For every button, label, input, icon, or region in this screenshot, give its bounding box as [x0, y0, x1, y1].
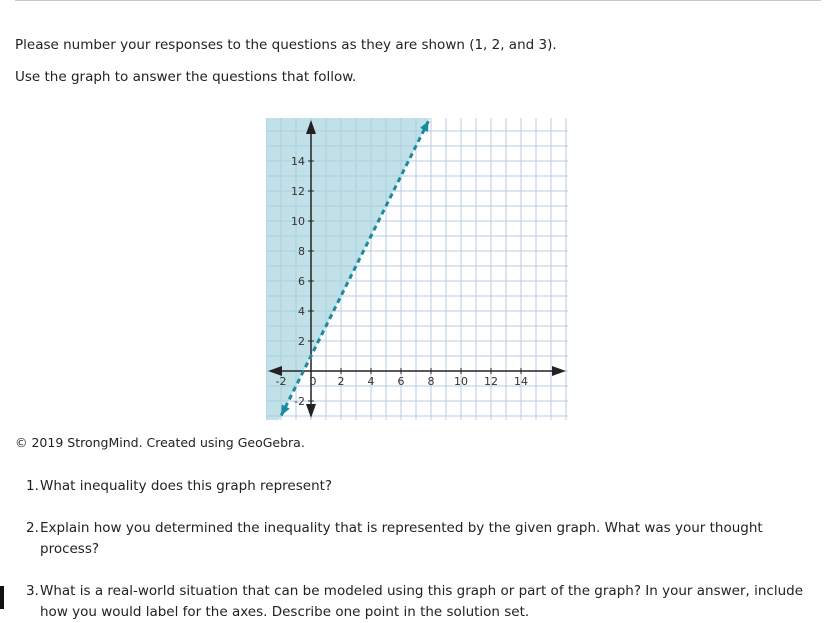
- x-tick-label: 0: [309, 375, 317, 388]
- question-text: Explain how you determined the inequality that is represented by the given graph. What was your thought process?: [40, 520, 763, 557]
- top-divider: [15, 0, 821, 1]
- y-tick-label: 14: [291, 155, 305, 168]
- y-tick-label: 12: [291, 185, 305, 198]
- question-number: 3.: [26, 583, 39, 599]
- x-tick-label: 12: [484, 375, 498, 388]
- x-tick-label: 8: [427, 375, 435, 388]
- y-tick-label: 8: [298, 245, 305, 258]
- x-tick-label: 10: [454, 375, 468, 388]
- copyright-credit: © 2019 StrongMind. Created using GeoGebra.: [15, 435, 305, 450]
- y-tick-label: -2: [294, 395, 305, 408]
- question-item: [26, 581, 820, 623]
- question-number: 2.: [26, 520, 39, 536]
- graph-instructions-text: Use the graph to answer the questions that follow.: [15, 69, 357, 85]
- left-edge-marker: [0, 586, 4, 609]
- y-tick-label: 4: [298, 305, 305, 318]
- question-text: What inequality does this graph represent?: [40, 478, 333, 494]
- instructions-text: Please number your responses to the questions as they are shown (1, 2, and 3).: [15, 37, 557, 53]
- question-text: What is a real-world situation that can be modeled using this graph or part of the graph? In your answer, include how you would label for the axes. Describe one point in the solution set.: [40, 583, 804, 620]
- y-tick-label: 10: [291, 215, 305, 228]
- questions-list: [26, 476, 820, 623]
- x-tick-label: 2: [337, 375, 345, 388]
- x-tick-label: 14: [514, 375, 528, 388]
- y-tick-label: 2: [298, 335, 305, 348]
- question-item: [26, 476, 820, 497]
- inequality-graph: [266, 118, 568, 420]
- question-item: [26, 518, 820, 560]
- question-number: 1.: [26, 478, 39, 494]
- y-tick-label: 6: [298, 275, 305, 288]
- x-tick-label: 4: [367, 375, 375, 388]
- x-tick-label: -2: [275, 375, 287, 388]
- x-tick-label: 6: [397, 375, 405, 388]
